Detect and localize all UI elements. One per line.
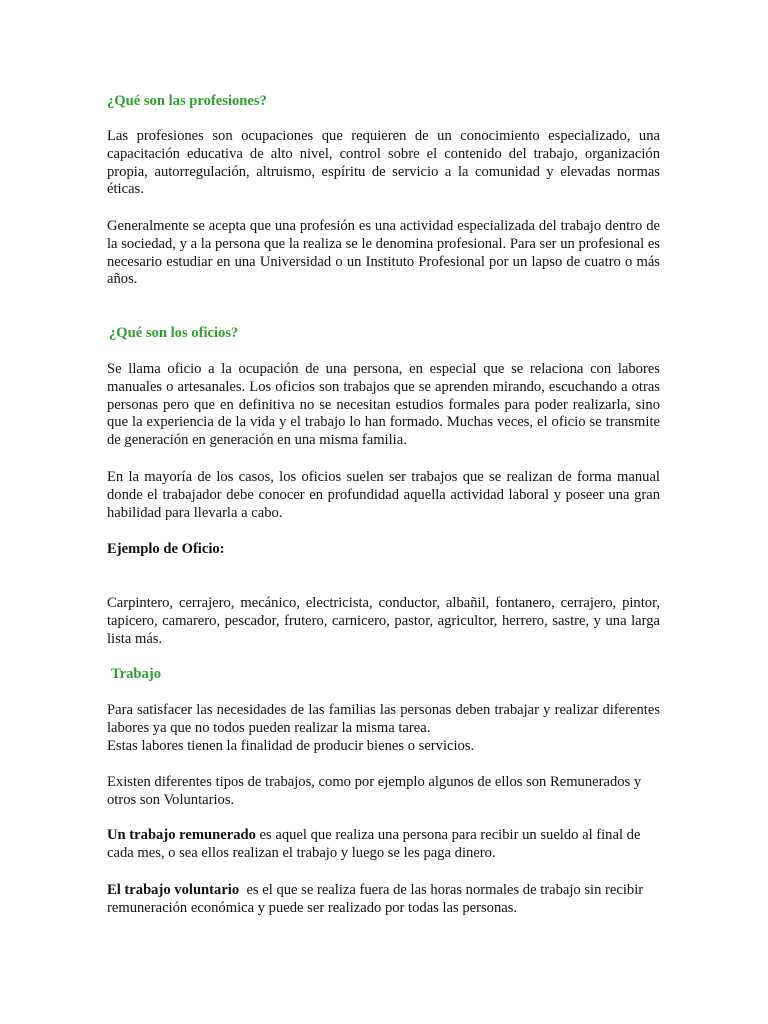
definition-trabajo-voluntario: es el que se realiza fuera de las horas normales de trabajo sin recibir remuneración económica y puede ser realizado por todas las personas.: [107, 882, 647, 916]
heading-oficios: ¿Qué son los oficios?: [109, 325, 239, 341]
paragraph-profesiones-1: Las profesiones son ocupaciones que requieren de un conocimiento especializado, una capacitación educativa de alto nivel, control sobre el contenido del trabajo, organización propia, autorregulación, altruismo, espíritu de servicio a la comunidad y elevadas normas éticas.: [107, 128, 660, 198]
paragraph-trabajo-2: Existen diferentes tipos de trabajos, como por ejemplo algunos de ellos son Remunerados y otros son Voluntarios.: [107, 774, 642, 808]
paragraph-trabajo-remunerado: [107, 827, 660, 863]
term-trabajo-remunerado: Un trabajo remunerado: [107, 827, 256, 843]
paragraph-trabajo-1: [107, 702, 660, 755]
paragraph-ejemplo-lista: Carpintero, cerrajero, mecánico, electricista, conductor, albañil, fontanero, cerrajero, pintor, tapicero, camarero, pescador, frutero, carnicero, pastor, agricultor, herrero, sastre, y una larga lista más.: [107, 595, 660, 647]
trabajo-text-1a: Para satisfacer las necesidades de las familias las personas deben trabajar y realizar diferentes labores ya que no todos pueden realizar la misma tarea.: [107, 702, 660, 736]
paragraph-oficios-2: En la mayoría de los casos, los oficios suelen ser trabajos que se realizan de forma manual donde el trabajador debe conocer en profundidad aquella actividad laboral y poseer una gran habilidad para llevarla a cabo.: [107, 469, 660, 521]
heading-ejemplo-oficio: Ejemplo de Oficio:: [107, 541, 225, 557]
paragraph-trabajo-voluntario: [107, 882, 660, 918]
definition-trabajo-remunerado: es aquel que realiza una persona para recibir un sueldo al final de cada mes, o sea ellos realizan el trabajo y luego se les paga dinero.: [107, 827, 641, 861]
paragraph-oficios-1: Se llama oficio a la ocupación de una persona, en especial que se relaciona con labores manuales o artesanales. Los oficios son trabajos que se aprenden mirando, escuchando a otras personas pero que en definitiva no se necesitan estudios formales para poder realizarla, sino que la experiencia de la vida y el trabajo lo han formado. Muchas veces, el oficio se transmite de generación en generación en una misma familia.: [107, 361, 660, 449]
heading-trabajo: Trabajo: [111, 666, 161, 682]
trabajo-text-1b: Estas labores tienen la finalidad de producir bienes o servicios.: [107, 737, 475, 754]
paragraph-profesiones-2: Generalmente se acepta que una profesión es una actividad especializada del trabajo dentro de la sociedad, y a la persona que la realiza se le denomina profesional. Para ser un profesional es necesario estudiar en una Universidad o un Instituto Profesional por un lapso de cuatro o más años.: [107, 218, 660, 288]
heading-profesiones: ¿Qué son las profesiones?: [107, 93, 267, 109]
term-trabajo-voluntario: El trabajo voluntario: [107, 882, 240, 898]
